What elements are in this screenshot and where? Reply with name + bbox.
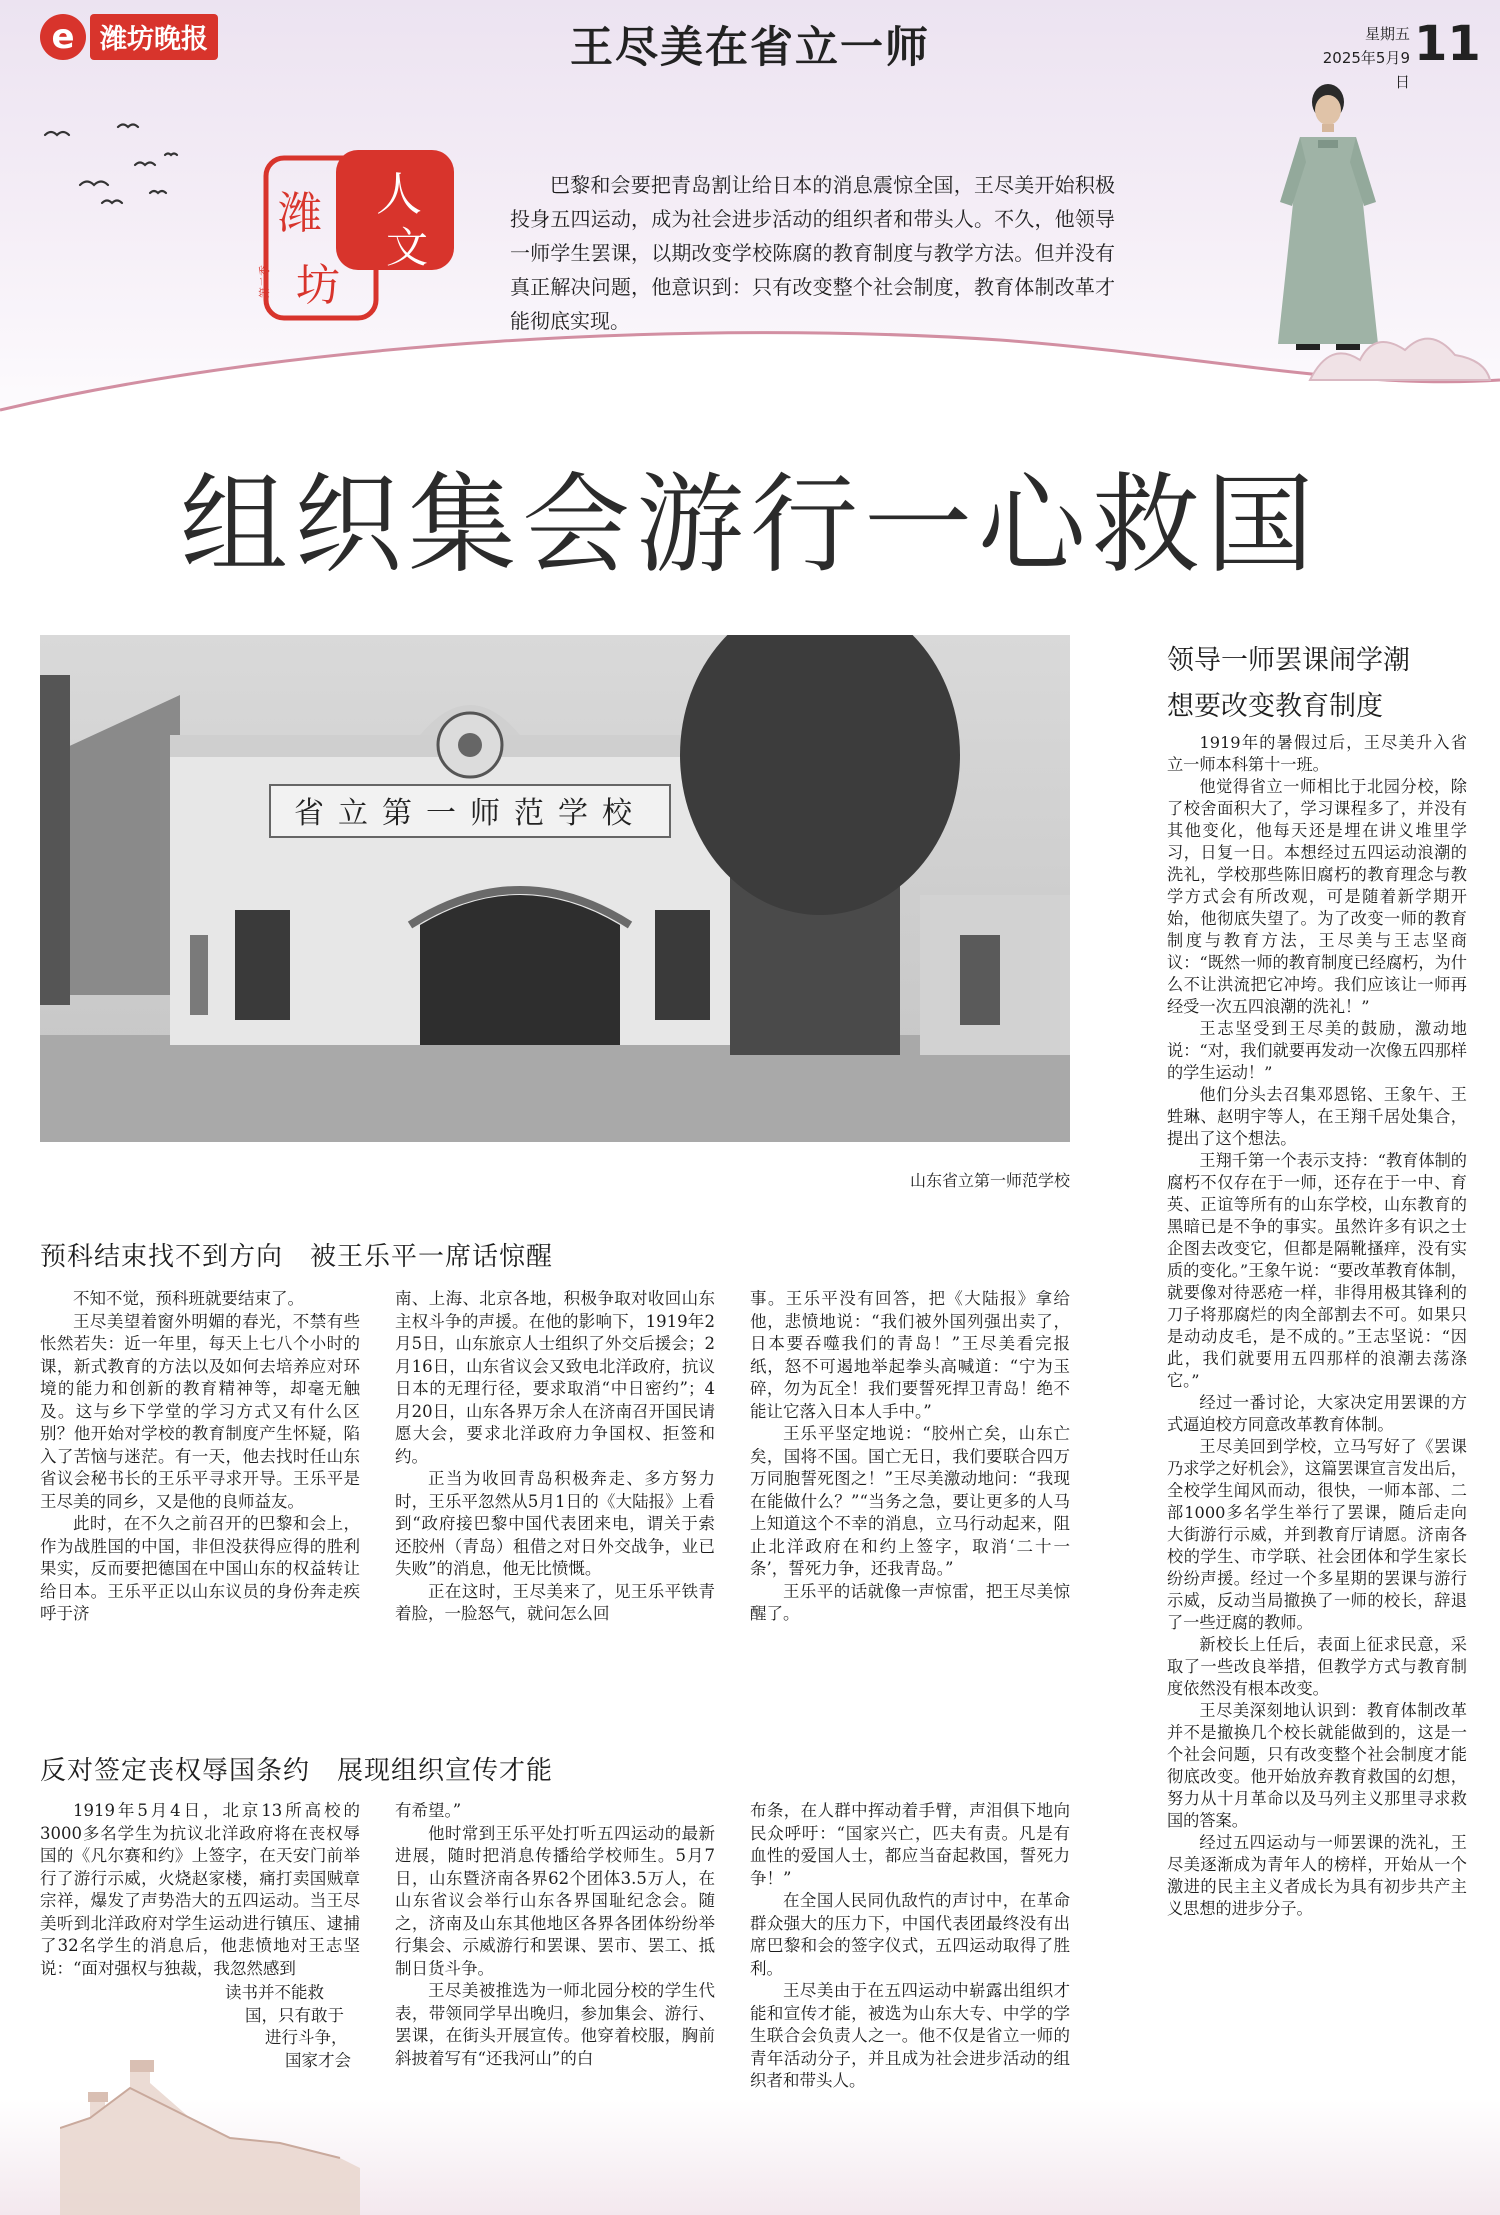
column-seal [258, 150, 458, 325]
flying-birds-illustration [40, 115, 190, 225]
paragraph: 他觉得省立一师相比于北园分校，除了校舍面积大了，学习课程多了，并没有其他变化，他每天还是埋在讲义堆里学习，日复一日。本想经过五四运动浪潮的洗礼，学校那些陈旧腐朽的教育理念与教学方式会有所改观，可是随着新学期开始，他彻底失望了。为了改变一师的教育制度与教育方法，王尽美与王志坚商议：“既然一师的教育制度已经腐朽，为什么不让洪流把它冲垮。我们应该让一师再经受一次五四浪潮的洗礼！” [1167, 777, 1467, 1016]
paragraph: 王翔千第一个表示支持：“教育体制的腐朽不仅存在于一师，还存在于一中、育英、正谊等所有的山东学校，山东教育的黑暗已是不争的事实。虽然许多有识之士企图去改变它，但都是隔靴搔痒，没有实质的变化。”王象午说：“要改革教育体制，就要像对待恶疮一样，非得用极其锋利的刀子将那腐烂的肉全部割去不可。如果只是动动皮毛，是不成的。”王志坚说：“因此，我们就要用五四那样的浪潮去荡涤它。” [1167, 1151, 1467, 1390]
paragraph: 他们分头去召集邓恩铭、王象午、王甡琳、赵明宇等人，在王翔千居处集合，提出了这个想法。 [1167, 1085, 1467, 1148]
paragraph: 在全国人民同仇敌忾的声讨中，在革命群众强大的压力下，中国代表团最终没有出席巴黎和会的签字仪式，五四运动取得了胜利。 [750, 1891, 1070, 1978]
seal-char-1: 潍 [278, 188, 322, 239]
paragraph: 经过一番讨论，大家决定用罢课的方式逼迫校方同意改革教育体制。 [1167, 1393, 1467, 1434]
section2-title: 反对签定丧权辱国条约 展现组织宣传才能 [40, 1756, 554, 1786]
issue-date: 2025年5月9日 [1322, 49, 1410, 91]
gate-sign-text: 省立第一师范学校 [294, 796, 646, 831]
paragraph: 正在这时，王尽美来了，见王乐平铁青着脸，一脸怒气，就问怎么回 [395, 1581, 715, 1623]
page-number: 11 [1414, 16, 1481, 72]
main-headline: 组织集会游行一心救国 [179, 463, 1320, 588]
paragraph: 新校长上任后，表面上征求民意，采取了一些改良举措，但教学方式与教育制度依然没有根本改变。 [1167, 1635, 1467, 1698]
paragraph: 事。王乐平没有回答，把《大陆报》拿给他，悲愤地说：“我们被外国列强出卖了，日本要吞噬我们的青岛！”王尽美看完报纸，怒不可遏地举起拳头高喊道：“宁为玉碎，勿为瓦全！我们要誓死捍卫青岛！绝不能让它落入日本人手中。” [750, 1289, 1070, 1421]
intro-paragraph: 巴黎和会要把青岛割让给日本的消息震惊全国，王尽美开始积极投身五四运动，成为社会进步活动的组织者和带头人。不久，他领导一师学生罢课，以期改变学校陈腐的教育制度与教学方法。但并没有真正解决问题，他意识到：只有改变整个社会制度，教育体制改革才能彻底实现。 [510, 173, 1115, 333]
weekday: 星期五 [1364, 25, 1410, 43]
paragraph: 王尽美深刻地认识到：教育体制改革并不是撤换几个校长就能做到的，这是一个社会问题，只有改变整个社会制度才能彻底改变。他开始放弃教育救国的幻想，努力从十月革命以及马列主义那里寻求救国的答案。 [1167, 1701, 1467, 1830]
paragraph: 布条，在人群中挥动着手臂，声泪俱下地向民众呼吁：“国家兴亡，匹夫有责。凡是有血性的爱国人士，都应当奋起救国，誓死力争！” [750, 1801, 1070, 1888]
paragraph: 经过五四运动与一师罢课的洗礼，王尽美逐渐成为青年人的榜样，开始从一个激进的民主主义者成长为具有初步共产主义思想的进步分子。 [1167, 1833, 1467, 1918]
paragraph: 王尽美回到学校，立马写好了《罢课乃求学之好机会》，这篇罢课宣言发出后，全校学生闻风而动，很快，一师本部、二部1000多名学生举行了罢课，随后走向大街游行示威，并到教育厅请愿。济南各校的学生、市学联、社会团体和学生家长纷纷声援。经过一个多星期的罢课与游行示威，反动当局撤换了一师的校长，辞退了一些迂腐的教师。 [1167, 1437, 1467, 1632]
section2-column-3 [750, 1800, 1070, 2093]
section1-title: 预科结束找不到方向 被王乐平一席话惊醒 [40, 1242, 554, 1272]
section3-title [1167, 638, 1467, 730]
logo-icon: e [40, 14, 86, 60]
paragraph: 王尽美由于在五四运动中崭露出组织才能和宣传才能，被选为山东大专、中学的学生联合会负责人之一。他不仅是省立一师的青年活动分子，并且成为社会进步活动的组织者和带头人。 [750, 1981, 1070, 2090]
paragraph: 王尽美被推选为一师北园分校的学生代表，带领同学早出晚归，参加集会、游行、罢课，在街头开展宣传。他穿着校服，胸前斜披着写有“还我河山”的白 [395, 1981, 715, 2068]
seal-season: 第二季 [258, 265, 271, 298]
section3-column [1167, 732, 1467, 1920]
paragraph: 王尽美望着窗外明媚的春光，不禁有些怅然若失：近一年里，每天上七八个小时的课，新式教育的方法以及如何去培养应对环境的能力和创新的教育精神等，却毫无触及。这与乡下学堂的学习方式又有什么区别？他开始对学校的教育制度产生怀疑，陷入了苦恼与迷茫。有一天，他去找时任山东省议会秘书长的王乐平寻求开导。王乐平是王尽美的同乡，又是他的良师益友。 [40, 1311, 360, 1511]
section1-column-1 [40, 1288, 360, 1626]
paragraph: 南、上海、北京各地，积极争取对收回山东主权斗争的声援。在他的影响下，1919年2月5日，山东旅京人士组织了外交后援会；2月16日，山东省议会又致电北洋政府，抗议日本的无理行径，要求取消“中日密约”；4月20日，山东各界万余人在济南召开国民请愿大会，要求北洋政府力争国权、拒签和约。 [395, 1289, 715, 1466]
seal-char-3: 人 [376, 167, 422, 221]
seal-char-4: 文 [386, 223, 429, 272]
page-header-title: 王尽美在省立一师 [570, 23, 930, 73]
cloud-decoration [1300, 310, 1500, 400]
section1-column-3 [750, 1288, 1070, 1626]
paragraph: 王乐平坚定地说：“胶州亡矣，山东亡矣，国将不国。国亡无日，我们要联合四万万同胞誓死图之！”王尽美激动地问：“我现在能做什么？”“当务之急，要让更多的人马上知道这个不幸的消息，立马行动起来，阻止北洋政府在和约上签字，取消‘二十一条’，誓死力争，还我青岛。” [750, 1424, 1070, 1578]
paragraph: 王志坚受到王尽美的鼓励，激动地说：“对，我们就要再发动一次像五四那样的学生运动！” [1167, 1019, 1467, 1082]
photo-caption: 山东省立第一师范学校 [909, 1171, 1070, 1190]
section2-column-2 [395, 1800, 715, 2070]
tail-line: 国家才会 [285, 2050, 351, 2070]
paragraph: 他时常到王乐平处打听五四运动的最新进展，随时把消息传播给学校师生。5月7日，山东暨济南各界62个团体3.5万人，在山东省议会举行山东各界国耻纪念会。随之，济南及山东其他地区各界各团体纷纷举行集会、示威游行和罢课、罢市、罢工、抵制日货斗争。 [395, 1823, 715, 1978]
paragraph: 王乐平的话就像一声惊雷，把王尽美惊醒了。 [750, 1581, 1070, 1623]
tail-line: 进行斗争， [265, 2028, 348, 2047]
section1-column-2 [395, 1288, 715, 1626]
paragraph: 不知不觉，预科班就要结束了。 [73, 1289, 304, 1308]
great-wall-illustration [60, 1968, 360, 2215]
school-gate-photo [40, 635, 1070, 1142]
tail-line: 读书并不能救 [225, 1983, 324, 2002]
paragraph: 1919年的暑假过后，王尽美升入省立一师本科第十一班。 [1167, 733, 1467, 774]
paragraph: 正当为收回青岛积极奔走、多方努力时，王乐平忽然从5月1日的《大陆报》上看到“政府接巴黎中国代表团来电，谓关于索还胶州（青岛）租借之对日外交战争，业已失败”的消息，他无比愤慨。 [395, 1469, 715, 1578]
section3-title-line-2: 想要改变教育制度 [1167, 691, 1383, 722]
paragraph: 有希望。” [395, 1801, 462, 1820]
seal-char-2: 坊 [296, 260, 340, 311]
section3-title-line-1: 领导一师罢课闹学潮 [1167, 645, 1410, 676]
paragraph: 此时，在不久之前召开的巴黎和会上，作为战胜国的中国，非但没获得应得的胜利果实，反而要把德国在中国山东的权益转让给日本。王乐平正以山东议员的身份奔走疾呼于济 [40, 1514, 360, 1623]
paragraph: 1919年5月4日，北京13所高校的3000多名学生为抗议北洋政府将在丧权辱国的《凡尔赛和约》上签字，在天安门前举行了游行示威，火烧赵家楼，痛打卖国贼章宗祥，爆发了声势浩大的五四运动。当王尽美听到北洋政府对学生运动进行镇压、逮捕了32名学生的消息后，他悲愤地对王志坚说：“面对强权与独裁，我忽然感到 [40, 1801, 360, 1978]
tail-line: 国，只有敢于 [245, 2005, 344, 2025]
logo-text: 潍坊晚报 [90, 14, 218, 60]
